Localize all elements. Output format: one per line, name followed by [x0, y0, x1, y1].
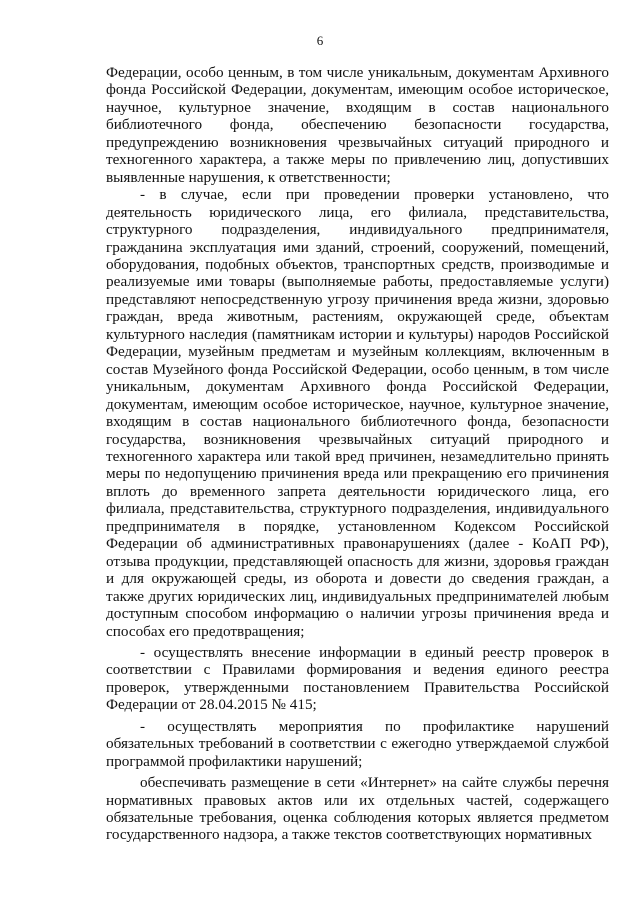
paragraph-threat-measures: - в случае, если при проведении проверки установлено, что деятельность юридического лица, его филиала, представительства, структурного подразделения, индивидуального предпринимателя, гражданина эксплуатация ими зданий, строений, сооружений, помещений, оборудования, подобных объектов, транспортных средств, производимые и реализуемые ими товары (выполняемые работы, предоставляемые услуги) представляют непосредственную угрозу причинения вреда жизни, здоровью граждан, вреда животным, растениям, окружающей среде, объектам культурного наследия (памятникам истории и культуры) народов Российской Федерации, музейным предметам и музейным коллекциям, включенным в состав Музейного фонда Российской Федерации, особо ценным, в том числе уникальным, документам Архивного фонда Российской Федерации, документам, имеющим особое историческое, научное, культурное значение, входящим в состав национального библиотечного фонда, безопасности государства, возникновения чрезвычайных ситуаций природного и техногенного характера или такой вред причинен, незамедлительно принять меры по недопущению причинения вреда или прекращению его причинения вплоть до временного запрета деятельности юридического лица, его филиала, представительства, структурного подразделения, индивидуального предпринимателя в порядке, установленном Кодексом Российской Федерации об административных правонарушениях (далее - КоАП РФ), отзыва продукции, представляющей опасность для жизни, здоровья граждан и для окружающей среды, из оборота и довести до сведения граждан, а также других юридических лиц, индивидуальных предпринимателей любым доступным способом информацию о наличии угрозы причинения вреда и способах его предотвращения; [106, 186, 609, 640]
paragraph-internet-publication: обеспечивать размещение в сети «Интернет» на сайте службы перечня нормативных правовых актов или их отдельных частей, содержащего обязательные требования, оценка соблюдения которых является предметом государственного надзора, а также текстов соответствующих нормативных [106, 774, 609, 844]
paragraph-register: - осуществлять внесение информации в единый реестр проверок в соответствии с Правилами формирования и ведения единого реестра проверок, утвержденными постановлением Правительства Российской Федерации от 28.04.2015 № 415; [106, 643, 609, 714]
body-text [106, 64, 609, 844]
page-number: 6 [316, 33, 324, 48]
paragraph-prevention: - осуществлять мероприятия по профилактике нарушений обязательных требований в соответствии с ежегодно утверждаемой службой программой профилактики нарушений; [106, 717, 609, 770]
paragraph-continuation: Федерации, особо ценным, в том числе уникальным, документам Архивного фонда Российской Федерации, документам, имеющим особое историческое, научное, культурное значение, входящим в состав национального библиотечного фонда, обеспечению безопасности государства, предупреждению возникновения чрезвычайных ситуаций природного и техногенного характера, а также меры по привлечению лиц, допустивших выявленные нарушения, к ответственности; [106, 64, 609, 186]
